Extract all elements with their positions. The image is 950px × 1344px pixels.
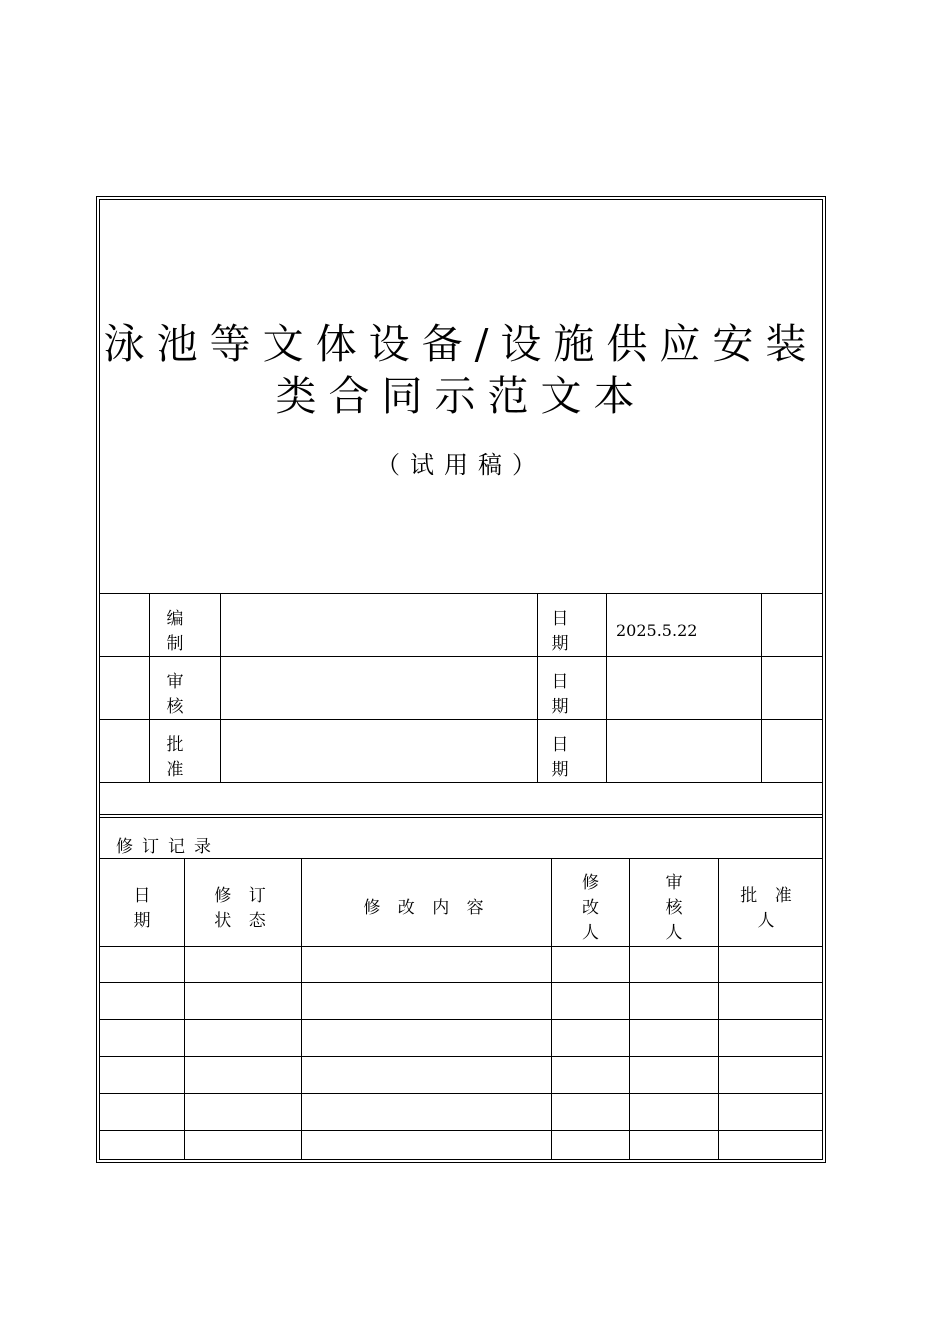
signoff-row-approve-label: 批 准: [166, 735, 184, 780]
signoff-row-review-label: 审 核: [166, 672, 184, 717]
revision-header-status: 修 订 状 态: [214, 886, 272, 931]
revision-header-reviewer: 审 核 人: [665, 873, 683, 943]
revision-header-date: 日 期: [133, 886, 151, 931]
revision-header-approver: 批 准 人: [740, 886, 798, 931]
signoff-compile-date-value: 2025.5.22: [616, 621, 698, 640]
document-subtitle: （试用稿）: [376, 451, 546, 479]
document-title-line1: 泳池等文体设备/设施供应安装: [103, 320, 819, 368]
document-title-line2: 类合同示范文本: [275, 372, 647, 420]
signoff-row-review-date-label: 日 期: [551, 672, 569, 717]
signoff-row-approve-date-label: 日 期: [551, 735, 569, 780]
signoff-row-compile-date-label: 日 期: [551, 609, 569, 654]
revision-header-content: 修 改 内 容: [363, 898, 490, 918]
revision-record-title: 修订记录: [116, 837, 220, 857]
revision-header-reviser: 修 改 人: [582, 873, 599, 943]
signoff-row-compile-label: 编 制: [166, 609, 184, 654]
